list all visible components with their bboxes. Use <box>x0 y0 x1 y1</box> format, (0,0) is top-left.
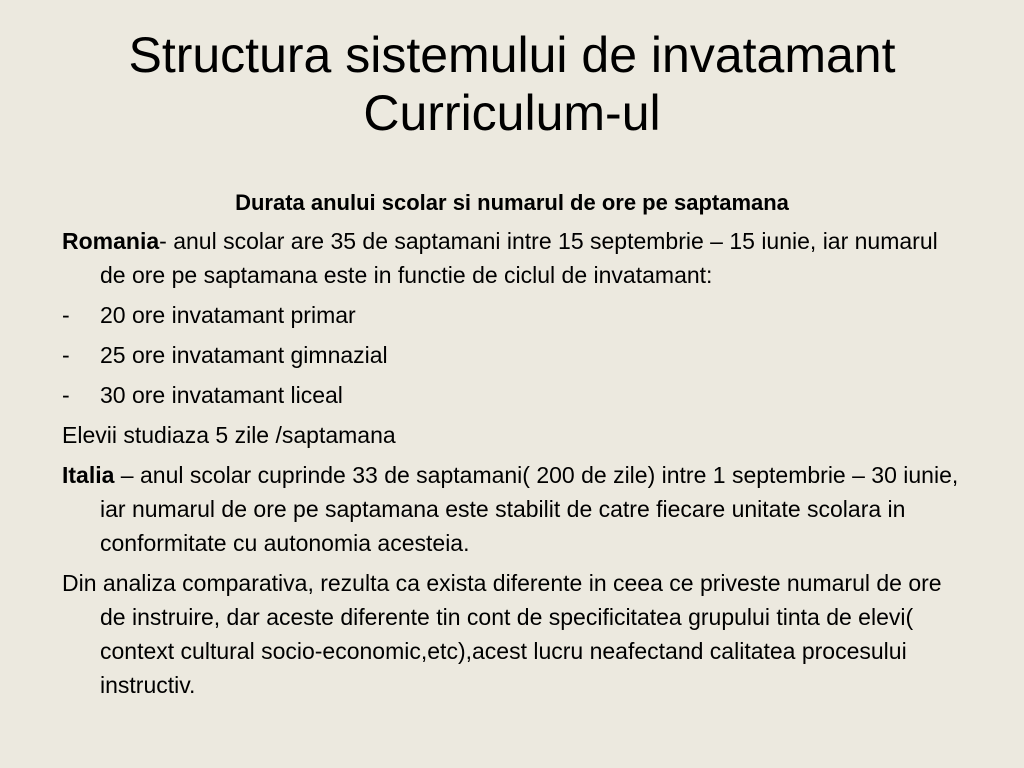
list-dash: - <box>62 342 70 368</box>
slide-title <box>40 26 984 142</box>
list-item-text: 25 ore invatamant gimnazial <box>100 342 388 368</box>
romania-label: Romania <box>62 228 160 254</box>
slide-body <box>62 186 962 708</box>
romania-text: - anul scolar are 35 de saptamani intre 15 septembrie – 15 iunie, iar numarul de ore pe saptamana este in functie de ciclul de invatamant: <box>100 228 938 288</box>
list-dash: - <box>62 382 70 408</box>
slide-subtitle: Durata anului scolar si numarul de ore pe saptamana <box>235 190 789 215</box>
slide-title-line-2: Curriculum-ul <box>363 85 661 141</box>
list-item <box>62 298 962 332</box>
list-item <box>62 338 962 372</box>
slide-title-line-1: Structura sistemului de invatamant <box>128 27 896 83</box>
italia-label: Italia <box>62 462 115 488</box>
days-paragraph: Elevii studiaza 5 zile /saptamana <box>62 422 396 448</box>
conclusion-paragraph: Din analiza comparativa, rezulta ca exista diferente in ceea ce priveste numarul de ore de instruire, dar aceste diferente tin cont de specificitatea grupului tinta de elevi( context cultural socio-economic,etc),acest lucru neafectand calitatea procesului instructiv. <box>62 570 942 698</box>
list-dash: - <box>62 302 70 328</box>
romania-paragraph <box>62 224 962 292</box>
list-item-text: 20 ore invatamant primar <box>100 302 356 328</box>
list-item <box>62 378 962 412</box>
italia-paragraph <box>62 458 962 560</box>
list-item-text: 30 ore invatamant liceal <box>100 382 343 408</box>
italia-text: – anul scolar cuprinde 33 de saptamani( 200 de zile) intre 1 septembrie – 30 iunie, iar numarul de ore pe saptamana este stabilit de catre fiecare unitate scolara in conformitate cu autonomia acesteia. <box>100 462 959 556</box>
